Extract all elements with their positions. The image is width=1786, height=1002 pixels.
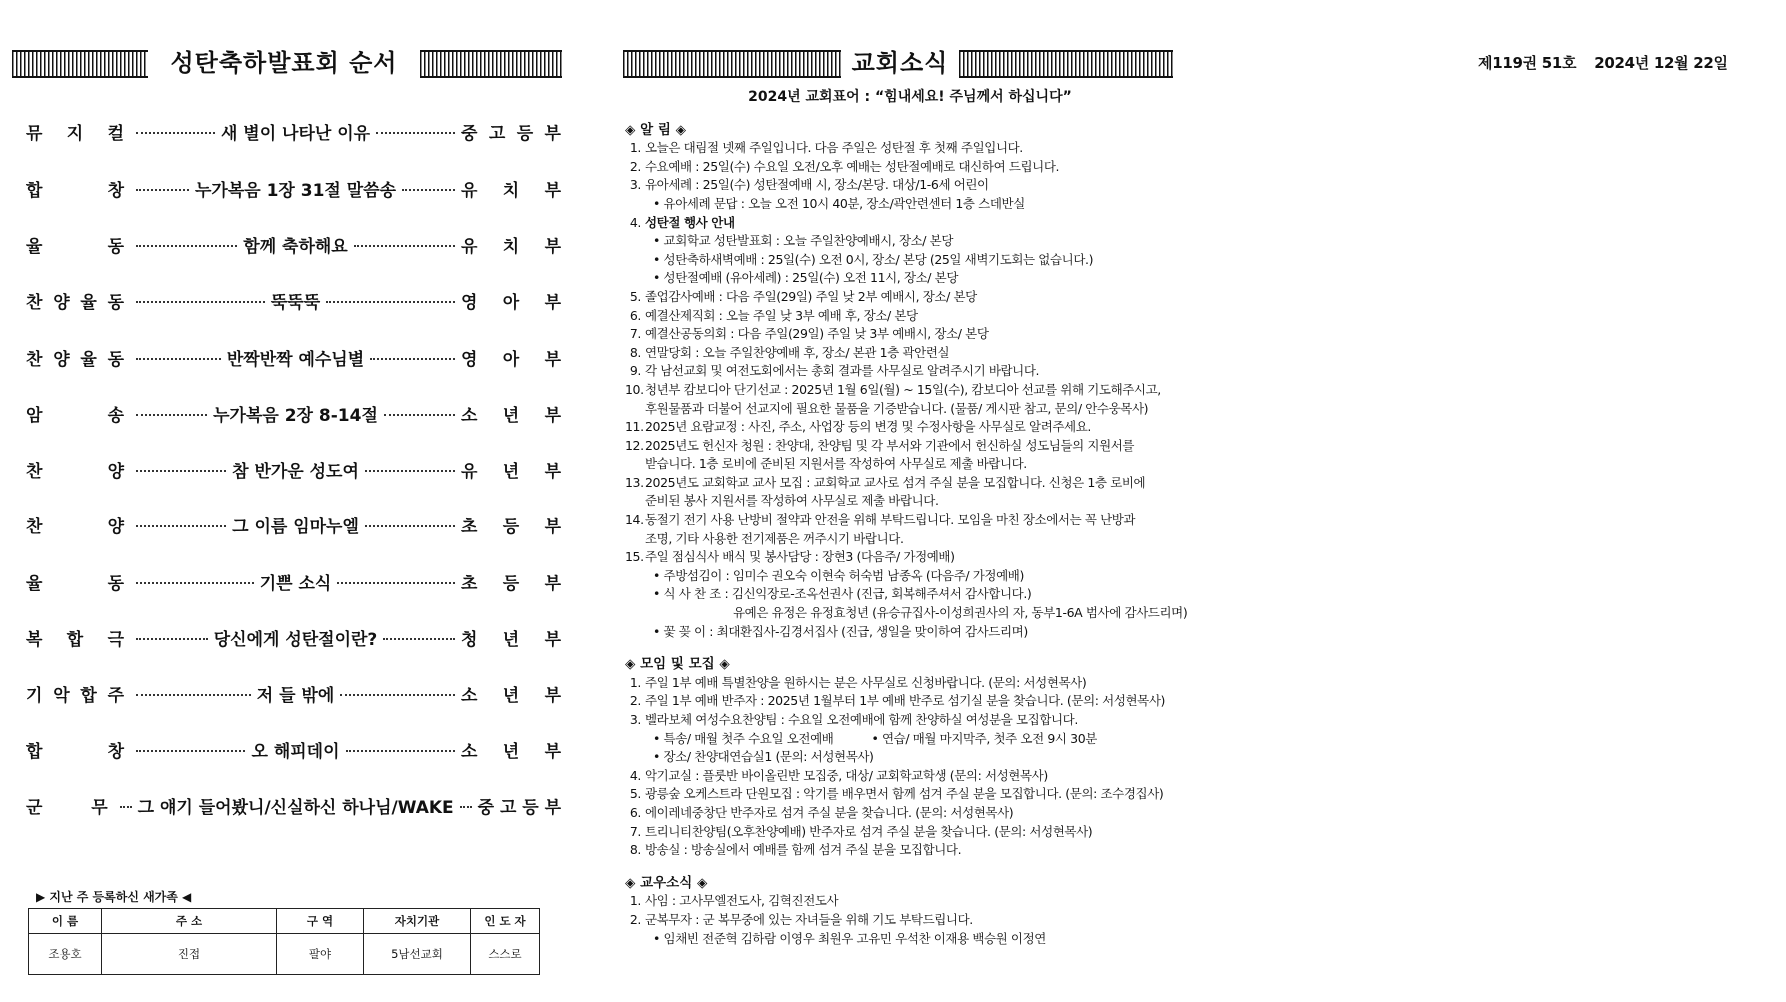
group-char: 부	[544, 292, 561, 313]
program-row	[26, 177, 561, 199]
program-item-title: 당신에게 성탄절이란?	[213, 629, 378, 650]
church-news	[625, 88, 1188, 948]
category-char: 군	[26, 797, 43, 818]
program-group	[461, 288, 561, 313]
group-char: 소	[461, 741, 478, 762]
dot-leader	[384, 413, 455, 416]
group-char: 부	[544, 573, 562, 594]
list-item: 9. 각 남선교회 및 여전도회에서는 총회 결과를 사무실로 알려주시기 바랍니다.	[629, 363, 1040, 379]
category-char: 동	[107, 236, 124, 257]
program-title-bar	[12, 48, 562, 78]
list-item: 15.주일 점심식사 배식 및 봉사담당 : 장현3 (다음주/ 가정예배)	[625, 549, 955, 565]
issue-info	[1478, 52, 1746, 73]
list-subitem: • 임채빈 전준혁 김하람 이영우 최원우 고유민 우석찬 이재용 백승원 이정연	[653, 930, 1046, 946]
category-char: 송	[107, 405, 124, 426]
group-char: 부	[544, 349, 562, 370]
dot-leader	[136, 524, 226, 527]
category-char: 암	[26, 405, 43, 426]
dot-leader	[370, 357, 455, 360]
category-char: 합	[26, 741, 43, 762]
list-item: 4. 성탄절 행사 안내	[629, 214, 735, 230]
group-char: 초	[461, 516, 478, 537]
group-char: 아	[502, 349, 520, 370]
list-subitem: • 특송/ 매월 첫주 수요일 오전예배 • 연습/ 매월 마지막주, 첫주 오전 9시 30분	[653, 730, 1097, 746]
table-header-row	[29, 909, 540, 934]
dot-leader	[136, 131, 215, 134]
cell-name: 조용호	[29, 934, 102, 975]
program-item-title: 누가복음 1장 31절 말씀송	[194, 180, 397, 201]
dot-leader	[136, 693, 251, 696]
program-item-title: 오 해피데이	[251, 741, 340, 762]
group-char: 등	[516, 123, 534, 144]
program-group	[461, 457, 561, 482]
group-char: 등	[502, 516, 520, 537]
dot-leader	[376, 131, 455, 134]
list-item-continued: 준비된 봉사 지원서를 작성하여 사무실로 제출 바랍니다.	[645, 493, 939, 509]
group-char: 부	[544, 405, 561, 426]
list-item: 2. 수요예배 : 25일(수) 수요일 오전/오후 예배는 성탄절예배로 대신하여 드립니다.	[629, 158, 1060, 174]
issue-date: 2024년 12월 22일	[1594, 54, 1728, 72]
list-item: 4. 악기교실 : 플룻반 바이올린반 모집중, 대상/ 교회학교학생 (문의: 서성현목사)	[629, 767, 1048, 783]
program-category	[26, 793, 114, 818]
category-char: 율	[80, 292, 97, 313]
category-char: 합	[66, 629, 84, 650]
program-category	[26, 512, 130, 537]
program-group	[461, 681, 561, 706]
dot-leader	[383, 637, 455, 640]
group-char: 치	[502, 236, 520, 257]
new-family-heading: ▶ 지난 주 등록하신 새가족 ◀	[36, 890, 192, 904]
category-char: 양	[107, 516, 124, 537]
list-item: 1. 오늘은 대림절 넷째 주일입니다. 다음 주일은 성탄절 후 첫째 주일입니다.	[629, 140, 1023, 156]
list-item: 13.2025년도 교회학교 교사 모집 : 교회학교 교사로 섬겨 주실 분을 모집합니다. 신청은 1층 로비에	[625, 474, 1146, 490]
list-item: 8. 방송실 : 방송실에서 예배를 함께 섬겨 주실 분을 모집합니다.	[629, 842, 962, 858]
group-char: 중	[461, 123, 478, 144]
category-char: 창	[107, 180, 124, 201]
list-item: 2. 군복무자 : 군 복무중에 있는 자녀들을 위해 기도 부탁드립니다.	[629, 911, 973, 927]
program-group	[461, 401, 561, 426]
program-row	[26, 682, 561, 704]
dot-leader	[365, 469, 455, 472]
list-subitem: • 장소/ 찬양대연습실1 (문의: 서성현목사)	[653, 749, 874, 765]
program-item-title: 그 이름 임마누엘	[232, 516, 359, 537]
list-subitem: • 식 사 찬 조 : 김신익장로-조옥선권사 (진급, 회복해주셔서 감사합니다.)	[653, 586, 1032, 602]
new-family-table	[28, 908, 540, 975]
program-item-title: 참 반가운 성도여	[232, 461, 359, 482]
list-item: 8. 연말당회 : 오늘 주일찬양예배 후, 장소/ 본관 1층 곽안련실	[629, 344, 950, 360]
list-item: 3. 유아세례 : 25일(수) 성탄절예배 시, 장소/본당. 대상/1-6세 어린이	[629, 177, 989, 193]
program-item-title: 누가복음 2장 8-14절	[213, 405, 378, 426]
program-row	[26, 570, 561, 592]
dot-leader	[460, 805, 472, 808]
category-char: 찬	[26, 292, 43, 313]
group-char: 초	[461, 573, 478, 594]
list-item: 7. 예결산공동의회 : 다음 주일(29일) 주일 낮 3부 예배시, 장소/ 본당	[629, 326, 989, 342]
category-char: 율	[26, 573, 43, 594]
list-item: 5. 광릉숲 오케스트라 단원모집 : 악기를 배우면서 함께 섬겨 주실 분을 모집합니다. (문의: 조수경집사)	[629, 786, 1164, 802]
list-item: 1. 사임 : 고사무엘전도사, 김혁진전도사	[629, 893, 839, 909]
program-title: 성탄축하발표회 순서	[148, 48, 420, 78]
cell-guide: 스스로	[471, 934, 540, 975]
program-category	[26, 176, 130, 201]
list-item: 6. 예결산제직회 : 오늘 주일 낮 3부 예배 후, 장소/ 본당	[629, 307, 918, 323]
dot-leader	[136, 244, 237, 247]
list-subitem: • 교회학교 성탄발표회 : 오늘 주일찬양예배시, 장소/ 본당	[653, 233, 954, 249]
list-item-continued: 받습니다. 1층 로비에 준비된 지원서를 작성하여 사무실로 제출 바랍니다.	[645, 456, 1027, 472]
group-char: 년	[502, 629, 520, 650]
program-category	[26, 119, 130, 144]
cell-address: 진접	[102, 934, 277, 975]
list-item-continued: 후원물품과 더불어 선교지에 필요한 물품을 기증받습니다. (물품/ 게시판 참고, 문의/ 안수웅목사)	[645, 400, 1149, 416]
program-item-title: 뚝뚝뚝	[270, 292, 321, 313]
program-item-title: 함께 축하해요	[243, 236, 348, 257]
category-char: 창	[107, 741, 124, 762]
group-char: 부	[544, 236, 562, 257]
dot-leader	[326, 300, 455, 303]
col-name: 이 름	[29, 909, 102, 934]
group-char: 영	[461, 292, 478, 313]
table-row	[29, 934, 540, 975]
group-char: 년	[502, 461, 520, 482]
list-item: 1. 주일 1부 예배 특별찬양을 원하시는 분은 사무실로 신청바랍니다. (문의: 서성현목사)	[629, 674, 1087, 690]
category-char: 악	[53, 685, 70, 706]
program-row	[26, 626, 561, 648]
group-char: 부	[544, 516, 562, 537]
notice-heading: ◈ 알 림 ◈	[625, 121, 686, 138]
program-group	[461, 512, 561, 537]
category-char: 양	[53, 292, 70, 313]
dot-leader	[136, 749, 245, 752]
program-item-title: 그 얘기 들어봤니/신실하신 하나님/WAKE	[137, 797, 454, 818]
group-char: 치	[502, 180, 520, 201]
dot-leader	[365, 524, 455, 527]
group-char: 중	[477, 797, 495, 818]
list-subitem-continued: 유예은 유정은 유정효청년 (유승규집사-이성희권사의 자, 동부1-6A 범사에 감사드리며)	[733, 605, 1188, 621]
group-char: 소	[461, 405, 478, 426]
dot-leader	[402, 188, 455, 191]
dot-leader	[136, 300, 265, 303]
dot-leader	[337, 581, 455, 584]
dot-leader	[136, 469, 226, 472]
group-char: 년	[502, 405, 520, 426]
category-char: 기	[26, 685, 43, 706]
program-category	[26, 457, 130, 482]
dot-leader	[136, 637, 208, 640]
list-item: 11.2025년 요람교정 : 사진, 주소, 사업장 등의 변경 및 수정사항을 사무실로 알려주세요.	[625, 419, 1091, 435]
category-char: 복	[26, 629, 43, 650]
dot-leader	[136, 188, 189, 191]
program-group	[461, 119, 561, 144]
group-char: 부	[544, 685, 561, 706]
cell-district: 팔야	[277, 934, 364, 975]
category-char: 동	[107, 349, 124, 370]
program-category	[26, 288, 130, 313]
program-category	[26, 232, 130, 257]
list-item: 10.청년부 캄보디아 단기선교 : 2025년 1월 6일(월) ~ 15일(수), 캄보디아 선교를 위해 기도해주시고,	[625, 381, 1161, 397]
category-char: 뮤	[26, 123, 43, 144]
program-item-title: 새 별이 나타난 이유	[220, 123, 371, 144]
col-organization: 자치기관	[364, 909, 471, 934]
news-title: 교회소식	[841, 48, 959, 78]
program-category	[26, 681, 130, 706]
list-item: 2. 주일 1부 예배 반주자 : 2025년 1월부터 1부 예배 반주로 섬기실 분을 찾습니다. (문의: 서성현목사)	[629, 693, 1165, 709]
program-group	[461, 625, 561, 650]
program-group	[461, 176, 561, 201]
list-item: 6. 에이레네중창단 반주자로 섬겨 주실 분을 찾습니다. (문의: 서성현목사)	[629, 804, 1014, 820]
category-char: 합	[80, 685, 97, 706]
list-item: 14.동절기 전기 사용 난방비 절약과 안전을 위해 부탁드립니다. 모임을 마친 장소에서는 꼭 난방과	[625, 512, 1136, 528]
program-category	[26, 345, 130, 370]
program-item-title: 저 들 밖에	[256, 685, 335, 706]
group-char: 년	[502, 685, 520, 706]
category-char: 찬	[26, 349, 43, 370]
program-row	[26, 513, 561, 535]
group-char: 청	[461, 629, 478, 650]
program-row	[26, 458, 561, 480]
category-char: 컬	[107, 123, 124, 144]
group-char: 유	[461, 461, 478, 482]
program-category	[26, 737, 130, 762]
program-row	[26, 346, 561, 368]
program-group	[478, 793, 561, 818]
category-char: 찬	[26, 461, 43, 482]
list-subitem: • 성탄축하새벽예배 : 25일(수) 오전 0시, 장소/ 본당 (25일 새벽기도회는 없습니다.)	[653, 251, 1094, 267]
list-item-continued: 조명, 기타 사용한 전기제품은 꺼주시기 바랍니다.	[645, 530, 904, 546]
news-title-bar	[623, 48, 1173, 78]
list-item: 3. 벨라보체 여성수요찬양팀 : 수요일 오전예배에 함께 찬양하실 여성분을 모집합니다.	[629, 712, 1078, 727]
program-row	[26, 402, 561, 424]
category-char: 율	[26, 236, 43, 257]
list-subitem: • 성탄절예배 (유아세례) : 25일(수) 오전 11시, 장소/ 본당	[653, 270, 959, 286]
category-char: 양	[53, 349, 70, 370]
program-group	[461, 345, 561, 370]
program-group	[461, 737, 561, 762]
group-char: 부	[544, 741, 561, 762]
group-char: 등	[522, 797, 539, 818]
list-item: 5. 졸업감사예배 : 다음 주일(29일) 주일 낮 2부 예배시, 장소/ 본당	[629, 288, 977, 304]
group-char: 부	[544, 629, 562, 650]
meetings-heading: ◈ 모임 및 모집 ◈	[625, 656, 730, 673]
dot-leader	[354, 244, 455, 247]
group-char: 영	[461, 349, 478, 370]
list-subitem: • 꽃 꽂 이 : 최대환집사-김경서집사 (진급, 생일을 맞이하여 감사드리며)	[653, 623, 1028, 639]
program-row	[26, 738, 561, 760]
group-char: 부	[544, 180, 562, 201]
program-category	[26, 569, 130, 594]
col-district: 구 역	[277, 909, 364, 934]
dot-leader	[346, 749, 455, 752]
program-item-title: 반짝반짝 예수님별	[226, 349, 365, 370]
dot-leader	[136, 413, 207, 416]
dot-leader	[136, 357, 221, 360]
program-item-title: 기쁜 소식	[259, 573, 332, 594]
group-char: 아	[502, 292, 520, 313]
program-row	[26, 233, 561, 255]
group-char: 부	[544, 461, 562, 482]
col-address: 주 소	[102, 909, 277, 934]
col-guide: 인 도 자	[471, 909, 540, 934]
group-char: 고	[488, 123, 506, 144]
group-char: 부	[544, 123, 561, 144]
program-category	[26, 401, 130, 426]
program-category	[26, 625, 130, 650]
program-group	[461, 232, 561, 257]
list-subitem: • 유아세례 문답 : 오늘 오전 10시 40분, 장소/곽안련센터 1층 스데반실	[653, 195, 1025, 211]
category-char: 극	[107, 629, 124, 650]
program-group	[461, 569, 561, 594]
dot-leader	[136, 581, 254, 584]
category-char: 동	[107, 573, 124, 594]
group-char: 소	[461, 685, 478, 706]
category-char: 합	[26, 180, 43, 201]
group-char: 유	[461, 180, 478, 201]
dot-leader	[340, 693, 455, 696]
list-item: 7. 트리니티찬양팀(오후찬양예배) 반주자로 섬겨 주실 분을 찾습니다. (문의: 서성현목사)	[629, 823, 1093, 839]
issue-volume: 제119권 51호	[1478, 54, 1577, 72]
members-heading: ◈ 교우소식 ◈	[625, 874, 708, 891]
category-char: 양	[107, 461, 124, 482]
program-row	[26, 120, 561, 142]
list-subitem: • 주방섬김이 : 임미수 권오숙 이현숙 허숙범 남종옥 (다음주/ 가정예배)	[653, 567, 1024, 583]
category-char: 무	[91, 797, 108, 818]
group-char: 유	[461, 236, 478, 257]
category-char: 지	[66, 123, 84, 144]
group-char: 등	[502, 573, 520, 594]
cell-organization: 5남선교회	[364, 934, 471, 975]
list-item: 12.2025년도 헌신자 청원 : 찬양대, 찬양팀 및 각 부서와 기관에서 헌신하실 성도님들의 지원서를	[625, 437, 1135, 453]
program-row	[26, 289, 561, 311]
category-char: 율	[80, 349, 97, 370]
group-char: 고	[499, 797, 517, 818]
group-char: 년	[502, 741, 520, 762]
group-char: 부	[544, 797, 561, 818]
category-char: 동	[107, 292, 124, 313]
dot-leader	[120, 805, 132, 808]
category-char: 주	[107, 685, 124, 706]
program-row	[26, 794, 561, 816]
category-char: 찬	[26, 516, 43, 537]
church-motto: 2024년 교회표어 : “힘내세요! 주님께서 하십니다”	[748, 89, 1072, 105]
